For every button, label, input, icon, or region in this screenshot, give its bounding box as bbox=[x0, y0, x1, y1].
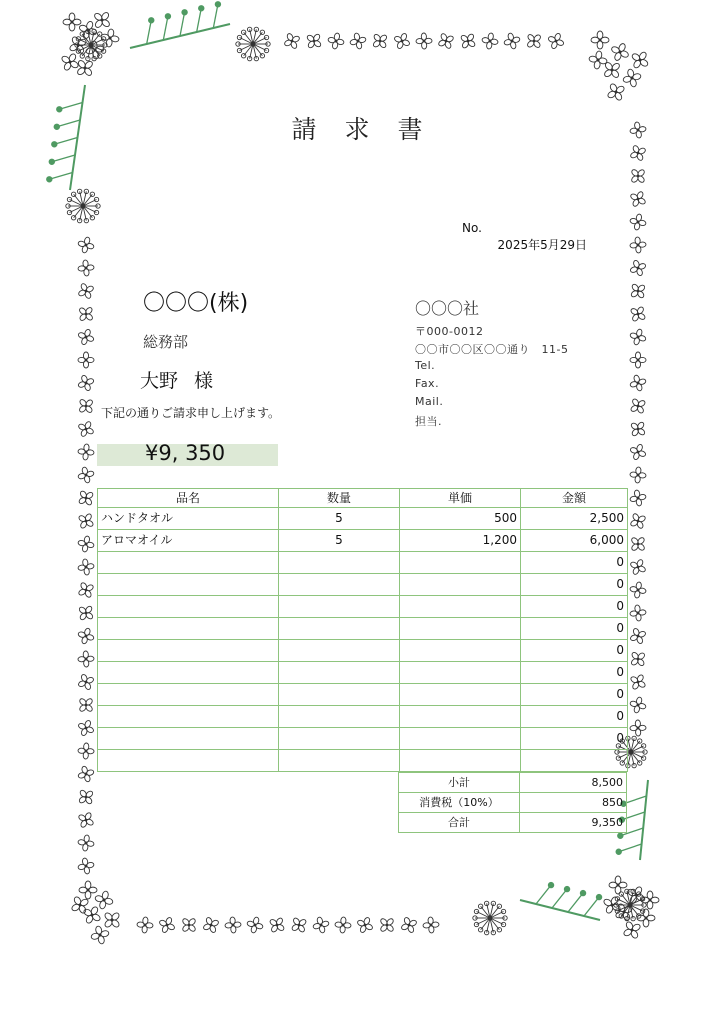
cell-item: ハンドタオル bbox=[98, 508, 279, 530]
flower-icon bbox=[63, 13, 81, 31]
totals-table bbox=[398, 772, 627, 833]
table-row bbox=[98, 596, 628, 618]
cell-qty bbox=[279, 552, 400, 574]
customer-department: 総務部 bbox=[143, 333, 189, 351]
flower-icon bbox=[629, 604, 647, 622]
cell-qty bbox=[279, 574, 400, 596]
flower-icon bbox=[178, 914, 201, 937]
flower-icon bbox=[75, 717, 96, 738]
flower-icon bbox=[416, 33, 433, 50]
flower-icon bbox=[620, 918, 645, 943]
flower-icon bbox=[75, 809, 97, 831]
customer-person: 大野 様 bbox=[140, 370, 214, 392]
flower-icon bbox=[136, 916, 153, 933]
table-row bbox=[98, 618, 628, 640]
cell-qty bbox=[279, 662, 400, 684]
cell-amount: 2,500 bbox=[521, 508, 628, 530]
cell-price bbox=[400, 750, 521, 772]
cell-item bbox=[98, 552, 279, 574]
flower-icon bbox=[391, 30, 412, 51]
cell-price bbox=[400, 640, 521, 662]
document-title: 請 求 書 bbox=[291, 115, 433, 144]
flower-icon bbox=[376, 914, 399, 937]
issuer-address: 〇〇市〇〇区〇〇通り 11-5 bbox=[415, 343, 569, 356]
table-row bbox=[98, 706, 628, 728]
header-price: 単価 bbox=[400, 489, 521, 508]
cell-item: アロマオイル bbox=[98, 530, 279, 552]
flower-icon bbox=[245, 915, 265, 935]
flower-icon bbox=[75, 602, 98, 625]
table-row bbox=[98, 728, 628, 750]
flower-icon bbox=[630, 720, 647, 737]
tax-row bbox=[399, 793, 627, 813]
flower-icon bbox=[628, 258, 649, 279]
flower-icon bbox=[608, 40, 632, 64]
flower-icon bbox=[435, 30, 457, 52]
customer-name: 〇〇〇(株) bbox=[143, 291, 249, 316]
flower-icon bbox=[628, 695, 648, 715]
flower-icon bbox=[627, 47, 652, 72]
cell-amount: 0 bbox=[521, 640, 628, 662]
flower-icon bbox=[369, 30, 392, 53]
subtotal-value: 8,500 bbox=[520, 773, 627, 793]
cell-amount: 0 bbox=[521, 706, 628, 728]
table-row bbox=[98, 530, 628, 552]
table-row bbox=[98, 508, 628, 530]
cell-amount: 0 bbox=[521, 574, 628, 596]
cell-item bbox=[98, 750, 279, 772]
flower-icon bbox=[591, 31, 609, 49]
tax-label: 消費税（10%） bbox=[399, 793, 520, 813]
burst-flower-icon bbox=[236, 27, 270, 61]
tax-value: 850 bbox=[520, 793, 627, 813]
flower-icon bbox=[627, 671, 649, 693]
flower-icon bbox=[311, 915, 331, 935]
header-amount: 金額 bbox=[521, 489, 628, 508]
flower-icon bbox=[621, 67, 643, 89]
issuer-contact: 担当. bbox=[415, 415, 442, 428]
cell-item bbox=[98, 618, 279, 640]
cell-item bbox=[98, 574, 279, 596]
flower-icon bbox=[629, 489, 648, 508]
cell-amount: 0 bbox=[521, 618, 628, 640]
cell-item bbox=[98, 728, 279, 750]
flower-icon bbox=[266, 914, 288, 936]
items-table bbox=[97, 488, 628, 772]
table-row bbox=[98, 574, 628, 596]
flower-icon bbox=[76, 465, 96, 485]
flower-icon bbox=[523, 30, 546, 53]
flower-icon bbox=[77, 443, 95, 461]
cell-amount: 0 bbox=[521, 552, 628, 574]
flower-icon bbox=[79, 881, 97, 899]
flower-icon bbox=[224, 916, 241, 933]
cell-qty bbox=[279, 706, 400, 728]
flower-icon bbox=[76, 373, 97, 394]
flower-icon bbox=[75, 671, 96, 692]
leaf-stem-icon bbox=[130, 1, 230, 48]
flower-icon bbox=[588, 50, 609, 71]
cell-qty: 5 bbox=[279, 530, 400, 552]
flower-icon bbox=[629, 466, 646, 483]
flower-icon bbox=[627, 165, 650, 188]
cell-amount: 0 bbox=[521, 662, 628, 684]
cell-price bbox=[400, 574, 521, 596]
table-row bbox=[98, 552, 628, 574]
burst-flower-icon bbox=[473, 901, 507, 935]
table-row bbox=[98, 640, 628, 662]
flower-icon bbox=[627, 418, 650, 441]
flower-icon bbox=[75, 395, 98, 418]
flower-icon bbox=[76, 626, 96, 646]
flower-icon bbox=[629, 581, 648, 600]
grand-total-row bbox=[399, 813, 627, 833]
flower-icon bbox=[75, 418, 97, 440]
flower-icon bbox=[630, 352, 646, 368]
cell-amount: 0 bbox=[521, 684, 628, 706]
flower-icon bbox=[627, 280, 650, 303]
cell-item bbox=[98, 706, 279, 728]
flower-icon bbox=[481, 32, 500, 51]
flower-icon bbox=[457, 30, 479, 52]
flower-icon bbox=[156, 914, 177, 935]
flower-icon bbox=[76, 235, 96, 255]
subtotal-label: 小計 bbox=[399, 773, 520, 793]
flower-icon bbox=[77, 857, 96, 876]
issuer-tel: Tel. bbox=[415, 359, 436, 372]
issuer-mail: Mail. bbox=[415, 395, 444, 408]
cell-price: 1,200 bbox=[400, 530, 521, 552]
flower-icon bbox=[599, 57, 624, 82]
cell-qty bbox=[279, 596, 400, 618]
flower-icon bbox=[77, 259, 95, 277]
cell-amount: 6,000 bbox=[521, 530, 628, 552]
flower-icon bbox=[422, 916, 439, 933]
flower-icon bbox=[334, 916, 351, 933]
invoice-number-label: No. bbox=[462, 221, 482, 235]
flower-icon bbox=[398, 914, 419, 935]
flower-icon bbox=[288, 914, 310, 936]
flower-icon bbox=[604, 80, 629, 105]
subtotal-row bbox=[399, 773, 627, 793]
cell-qty bbox=[279, 640, 400, 662]
cell-amount bbox=[521, 750, 628, 772]
cell-amount: 0 bbox=[521, 728, 628, 750]
flower-icon bbox=[78, 743, 95, 760]
flower-icon bbox=[75, 280, 97, 302]
cell-item bbox=[98, 596, 279, 618]
flower-icon bbox=[77, 834, 95, 852]
flower-icon bbox=[627, 510, 649, 532]
issuer-name: 〇〇〇社 bbox=[415, 299, 480, 318]
cell-qty bbox=[279, 618, 400, 640]
flower-icon bbox=[627, 533, 650, 556]
flower-icon bbox=[627, 188, 649, 210]
flower-icon bbox=[502, 31, 522, 51]
header-qty: 数量 bbox=[279, 489, 400, 508]
flower-icon bbox=[78, 651, 95, 668]
flower-icon bbox=[75, 579, 97, 601]
grand-total-label: 合計 bbox=[399, 813, 520, 833]
flower-icon bbox=[354, 914, 375, 935]
flower-icon bbox=[68, 893, 93, 918]
flower-icon bbox=[327, 32, 346, 51]
grand-total-value: 9,350 bbox=[520, 813, 627, 833]
cell-price bbox=[400, 706, 521, 728]
invoice-date: 2025年5月29日 bbox=[497, 238, 587, 252]
cell-price bbox=[400, 552, 521, 574]
flower-icon bbox=[627, 395, 649, 417]
total-amount: ¥9, 350 bbox=[145, 441, 226, 465]
issuer-postal: 〒000-0012 bbox=[415, 325, 484, 338]
flower-icon bbox=[200, 914, 221, 935]
table-row bbox=[98, 750, 628, 772]
cell-qty bbox=[279, 684, 400, 706]
flower-icon bbox=[75, 487, 97, 509]
cell-price bbox=[400, 662, 521, 684]
flower-icon bbox=[629, 236, 646, 253]
flower-icon bbox=[78, 352, 94, 368]
cell-item bbox=[98, 640, 279, 662]
intro-text: 下記の通りご請求申し上げます。 bbox=[101, 406, 281, 420]
flower-icon bbox=[77, 558, 95, 576]
header-item: 品名 bbox=[98, 489, 279, 508]
cell-qty: 5 bbox=[279, 508, 400, 530]
burst-flower-icon bbox=[66, 189, 100, 223]
flower-icon bbox=[627, 556, 649, 578]
flower-icon bbox=[99, 907, 124, 932]
cell-amount: 0 bbox=[521, 596, 628, 618]
flower-icon bbox=[628, 442, 649, 463]
cell-price: 500 bbox=[400, 508, 521, 530]
flower-icon bbox=[75, 303, 98, 326]
issuer-fax: Fax. bbox=[415, 377, 440, 390]
flower-icon bbox=[629, 213, 648, 232]
flower-icon bbox=[546, 31, 567, 52]
flower-icon bbox=[76, 327, 97, 348]
table-row bbox=[98, 662, 628, 684]
leaf-stem-icon bbox=[520, 882, 602, 920]
flower-icon bbox=[628, 327, 648, 347]
cell-price bbox=[400, 728, 521, 750]
flower-icon bbox=[281, 30, 302, 51]
cell-item bbox=[98, 684, 279, 706]
table-row bbox=[98, 684, 628, 706]
flower-icon bbox=[348, 31, 367, 50]
cell-price bbox=[400, 684, 521, 706]
flower-icon bbox=[627, 303, 649, 325]
flower-icon bbox=[75, 786, 98, 809]
cell-price bbox=[400, 618, 521, 640]
cell-item bbox=[98, 662, 279, 684]
cell-price bbox=[400, 596, 521, 618]
flower-icon bbox=[75, 510, 97, 532]
flower-icon bbox=[627, 648, 650, 671]
flower-icon bbox=[75, 694, 98, 717]
flower-icon bbox=[627, 625, 648, 646]
flower-icon bbox=[628, 373, 648, 393]
flower-icon bbox=[76, 764, 96, 784]
flower-icon bbox=[303, 30, 325, 52]
cell-qty bbox=[279, 728, 400, 750]
flower-icon bbox=[77, 535, 96, 554]
cell-qty bbox=[279, 750, 400, 772]
table-header-row bbox=[98, 489, 628, 508]
